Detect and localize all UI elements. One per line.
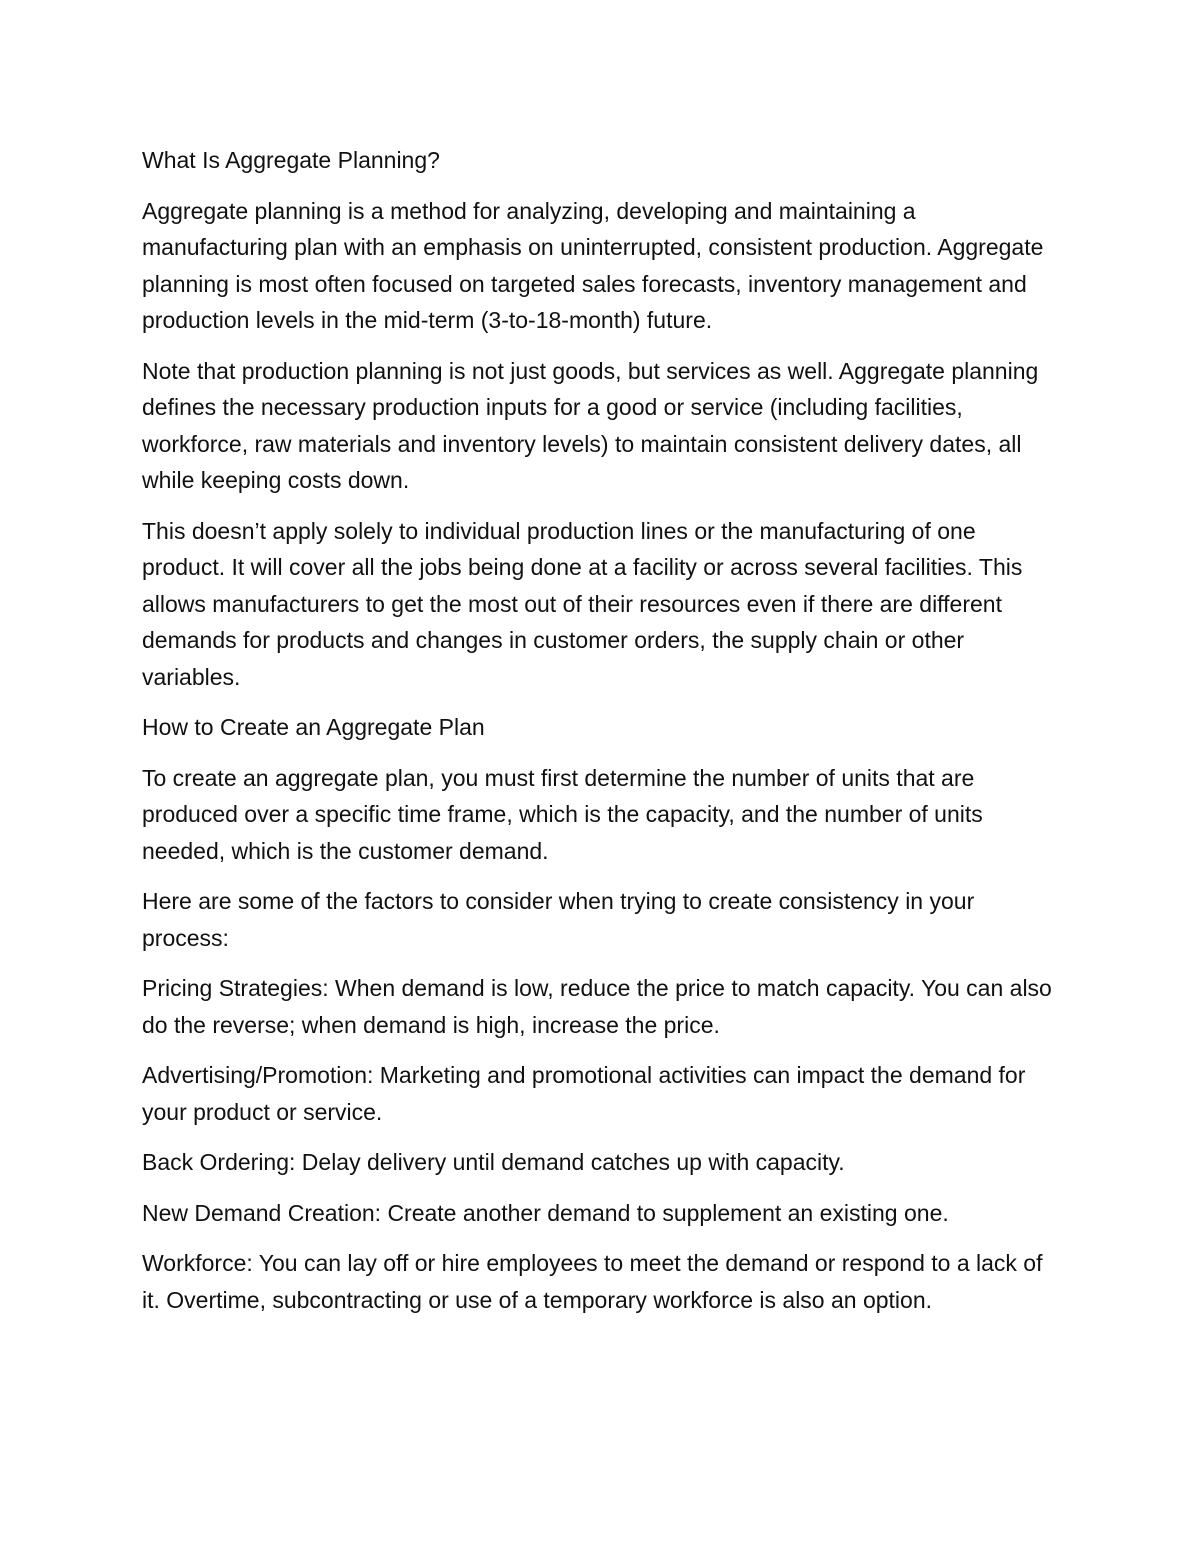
paragraph-workforce: Workforce: You can lay off or hire employees to meet the demand or respond to a lack of it. Overtime, subcontracting or use of a temporary workforce is also an option. <box>142 1250 1043 1313</box>
document-body <box>142 142 1062 1332</box>
page-title: What Is Aggregate Planning? <box>142 147 440 173</box>
paragraph-pricing-strategies: Pricing Strategies: When demand is low, reduce the price to match capacity. You can also do the reverse; when demand is high, increase the price. <box>142 975 1052 1038</box>
paragraph-advertising-promotion: Advertising/Promotion: Marketing and promotional activities can impact the demand for your product or service. <box>142 1062 1026 1125</box>
section-title-create-plan: How to Create an Aggregate Plan <box>142 714 485 740</box>
paragraph-capacity-demand: To create an aggregate plan, you must first determine the number of units that are produced over a specific time frame, which is the capacity, and the number of units needed, which is the customer demand. <box>142 764 983 864</box>
paragraph-factors-intro: Here are some of the factors to consider when trying to create consistency in your process: <box>142 888 975 951</box>
paragraph-goods-services: Note that production planning is not just goods, but services as well. Aggregate planning defines the necessary production inputs for a good or service (including facilities, workforce, raw materials and inventory levels) to maintain consistent delivery dates, all while keeping costs down. <box>142 357 1039 493</box>
paragraph-scope: This doesn’t apply solely to individual production lines or the manufacturing of one product. It will cover all the jobs being done at a facility or across several facilities. This allows manufacturers to get the most out of their resources even if there are different demands for products and changes in customer orders, the supply chain or other variables. <box>142 517 1023 690</box>
paragraph-back-ordering: Back Ordering: Delay delivery until demand catches up with capacity. <box>142 1149 845 1175</box>
paragraph-new-demand-creation: New Demand Creation: Create another demand to supplement an existing one. <box>142 1199 949 1226</box>
paragraph-definition: Aggregate planning is a method for analyzing, developing and maintaining a manufacturing plan with an emphasis on uninterrupted, consistent production. Aggregate planning is most often focused on targeted sales forecasts, inventory management and production levels in the mid-term (3-to-18-month) future. <box>142 197 1044 333</box>
